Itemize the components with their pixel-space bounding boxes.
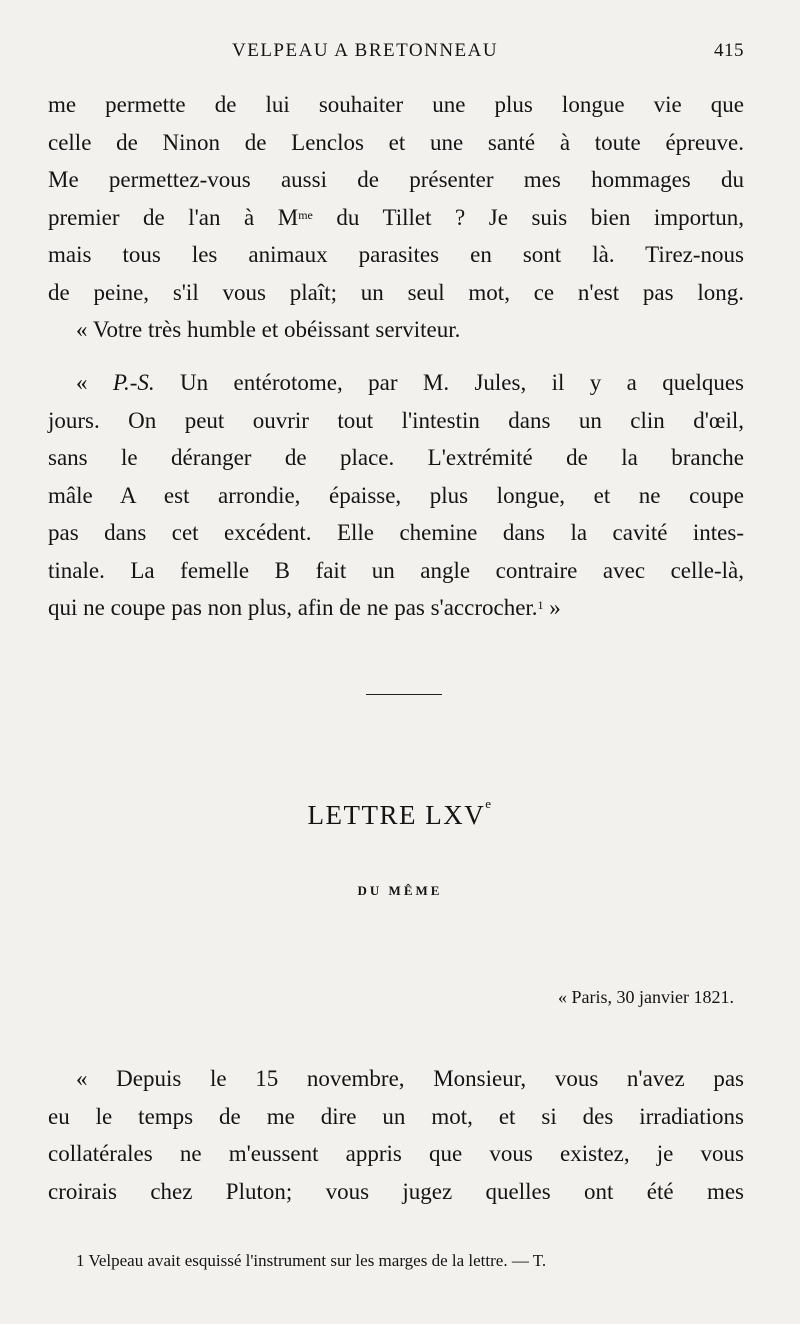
letter-title bbox=[0, 796, 800, 831]
paragraph-continuation bbox=[48, 86, 744, 349]
text-line: celle de Ninon de Lenclos et une santé à toute épreuve. bbox=[48, 129, 744, 155]
postscript-label: P.-S. bbox=[112, 370, 155, 395]
page-number: 415 bbox=[714, 40, 744, 61]
text-fragment: qui ne coupe pas non plus, afin de ne pas s'accrocher. bbox=[48, 595, 538, 620]
text-line: pas dans cet excédent. Elle chemine dans la cavité intes- bbox=[48, 520, 744, 545]
superscript: me bbox=[298, 207, 313, 222]
footnote bbox=[76, 1251, 546, 1271]
text-line: de peine, s'il vous plaît; un seul mot, ce n'est pas long. bbox=[48, 279, 744, 305]
text-fragment: premier de l'an à M bbox=[48, 204, 299, 230]
text-line: collatérales ne m'eussent appris que vous existez, je vous bbox=[48, 1141, 744, 1166]
text-line: jours. On peut ouvrir tout l'intestin dans un clin d'œil, bbox=[48, 407, 744, 433]
postscript-paragraph bbox=[48, 364, 744, 627]
superscript: e bbox=[485, 796, 493, 811]
text-line: eu le temps de me dire un mot, et si des irradiations bbox=[48, 1103, 744, 1129]
text-line bbox=[48, 199, 744, 237]
text-line: mais tous les animaux parasites en sont là. Tirez-nous bbox=[48, 242, 744, 267]
footnote-text: Velpeau avait esquissé l'instrument sur les marges de la lettre. — T. bbox=[84, 1251, 547, 1270]
footnote-reference: 1 bbox=[537, 598, 544, 612]
text-line: sans le déranger de place. L'extrémité de la branche bbox=[48, 445, 744, 470]
text-line bbox=[48, 364, 744, 402]
text-line: « Depuis le 15 novembre, Monsieur, vous n'avez pas bbox=[76, 1066, 744, 1091]
text-line: mâle A est arrondie, épaisse, plus longue, et ne coupe bbox=[48, 482, 744, 508]
text-fragment: Un entérotome, par M. Jules, il y a quelques bbox=[154, 370, 744, 395]
text-fragment: « bbox=[76, 370, 113, 395]
text-fragment: du Tillet ? Je suis bien importun, bbox=[312, 204, 744, 230]
running-title: VELPEAU A BRETONNEAU bbox=[232, 40, 499, 61]
dateline: « Paris, 30 janvier 1821. bbox=[558, 987, 734, 1007]
letter-title-text: LETTRE LXV bbox=[307, 800, 486, 830]
text-line: tinale. La femelle B fait un angle contraire avec celle-là, bbox=[48, 557, 744, 583]
text-line: Me permettez-vous aussi de présenter mes hommages du bbox=[48, 167, 744, 192]
running-head bbox=[48, 40, 744, 64]
text-fragment: » bbox=[543, 595, 561, 620]
letter-subtitle: DU MÊME bbox=[357, 883, 443, 898]
section-divider bbox=[366, 694, 442, 695]
text-line bbox=[48, 589, 744, 627]
letter-body-paragraph bbox=[48, 1060, 744, 1210]
closing-line: « Votre très humble et obéissant serviteur. bbox=[76, 317, 461, 342]
footnote-marker: 1 bbox=[76, 1251, 85, 1270]
text-line: croirais chez Pluton; vous jugez quelles ont été mes bbox=[48, 1178, 744, 1204]
text-line: me permette de lui souhaiter une plus longue vie que bbox=[48, 92, 744, 117]
